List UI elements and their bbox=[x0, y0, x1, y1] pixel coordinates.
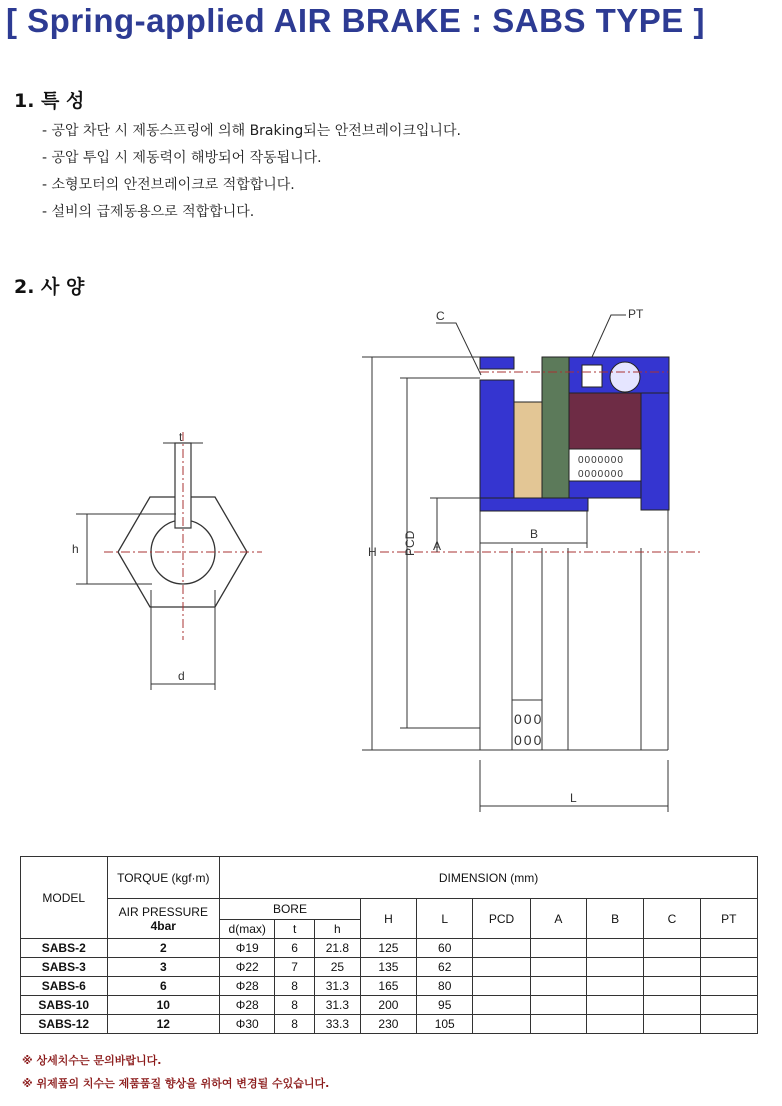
cell-t: 8 bbox=[275, 996, 315, 1015]
header-air-pressure bbox=[107, 899, 220, 939]
cell-C bbox=[644, 939, 700, 958]
cell-h: 33.3 bbox=[314, 1015, 360, 1034]
cell-L: 80 bbox=[417, 977, 473, 996]
cell-d: Φ19 bbox=[220, 939, 275, 958]
cell-H: 125 bbox=[360, 939, 416, 958]
cell-t: 7 bbox=[275, 958, 315, 977]
cell-A bbox=[530, 958, 586, 977]
header-torque: TORQUE (kgf·m) bbox=[107, 857, 220, 899]
cell-C bbox=[644, 1015, 700, 1034]
feature-item: - 공압 차단 시 제동스프링에 의해 Braking되는 안전브레이크입니다. bbox=[42, 123, 461, 139]
cell-H: 165 bbox=[360, 977, 416, 996]
cell-PCD bbox=[473, 958, 530, 977]
table-row bbox=[21, 939, 758, 958]
svg-text:0000000: 0000000 bbox=[578, 469, 624, 480]
header-bore: BORE bbox=[220, 899, 361, 920]
cell-H: 230 bbox=[360, 1015, 416, 1034]
cell-PCD bbox=[473, 1015, 530, 1034]
cell-model: SABS-12 bbox=[21, 1015, 108, 1034]
cell-h: 31.3 bbox=[314, 996, 360, 1015]
table-row bbox=[21, 958, 758, 977]
cell-h: 25 bbox=[314, 958, 360, 977]
cell-PCD bbox=[473, 939, 530, 958]
cell-t: 8 bbox=[275, 1015, 315, 1034]
dim-label-t: t bbox=[179, 430, 183, 444]
cell-h: 21.8 bbox=[314, 939, 360, 958]
cell-PT bbox=[700, 1015, 757, 1034]
cell-A bbox=[530, 977, 586, 996]
cell-L: 60 bbox=[417, 939, 473, 958]
cell-PT bbox=[700, 958, 757, 977]
cell-A bbox=[530, 1015, 586, 1034]
cell-model: SABS-10 bbox=[21, 996, 108, 1015]
dim-label-L: L bbox=[570, 791, 577, 805]
header-model: MODEL bbox=[21, 857, 108, 939]
cell-B bbox=[586, 939, 643, 958]
cell-d: Φ30 bbox=[220, 1015, 275, 1034]
cell-PCD bbox=[473, 996, 530, 1015]
air-pressure-value: 4bar bbox=[150, 918, 176, 933]
header-PT: PT bbox=[700, 899, 757, 939]
cell-A bbox=[530, 996, 586, 1015]
header-h: h bbox=[314, 920, 360, 939]
cell-B bbox=[586, 958, 643, 977]
air-pressure-label: AIR PRESSURE bbox=[118, 904, 208, 919]
dim-label-A: A bbox=[433, 539, 442, 553]
cell-B bbox=[586, 996, 643, 1015]
cell-model: SABS-3 bbox=[21, 958, 108, 977]
cell-PT bbox=[700, 996, 757, 1015]
cell-L: 105 bbox=[417, 1015, 473, 1034]
svg-text:0000000: 0000000 bbox=[578, 455, 624, 466]
cell-H: 200 bbox=[360, 996, 416, 1015]
cell-t: 6 bbox=[275, 939, 315, 958]
cell-L: 95 bbox=[417, 996, 473, 1015]
note-change: ※ 위제품의 치수는 제품품질 향상을 위하여 변경될 수있습니다. bbox=[22, 1077, 330, 1090]
dim-label-d: d bbox=[178, 669, 185, 683]
cell-C bbox=[644, 996, 700, 1015]
dim-label-C: C bbox=[436, 309, 445, 323]
cell-PCD bbox=[473, 977, 530, 996]
header-A: A bbox=[530, 899, 586, 939]
cell-d: Φ28 bbox=[220, 996, 275, 1015]
cell-d: Φ28 bbox=[220, 977, 275, 996]
header-d: d(max) bbox=[220, 920, 275, 939]
cell-t: 8 bbox=[275, 977, 315, 996]
cell-B bbox=[586, 1015, 643, 1034]
header-t: t bbox=[275, 920, 315, 939]
table-row bbox=[21, 996, 758, 1015]
features-heading: 1. 특 성 bbox=[14, 90, 85, 112]
cell-L: 62 bbox=[417, 958, 473, 977]
cell-model: SABS-6 bbox=[21, 977, 108, 996]
dim-label-H: H bbox=[368, 545, 377, 559]
dim-label-PT: PT bbox=[628, 307, 644, 321]
cell-d: Φ22 bbox=[220, 958, 275, 977]
dim-label-PCD: PCD bbox=[403, 530, 417, 556]
spec-table bbox=[20, 856, 758, 1034]
svg-text:000: 000 bbox=[514, 732, 544, 748]
header-PCD: PCD bbox=[473, 899, 530, 939]
feature-item: - 공압 투입 시 제동력이 해방되어 작동됩니다. bbox=[42, 150, 322, 166]
bore-section-view bbox=[72, 430, 262, 690]
header-C: C bbox=[644, 899, 700, 939]
cell-C bbox=[644, 977, 700, 996]
header-dimension: DIMENSION (mm) bbox=[220, 857, 758, 899]
brake-section-view bbox=[362, 307, 700, 812]
cell-torque: 2 bbox=[107, 939, 220, 958]
cell-B bbox=[586, 977, 643, 996]
cell-torque: 12 bbox=[107, 1015, 220, 1034]
cell-PT bbox=[700, 939, 757, 958]
cell-PT bbox=[700, 977, 757, 996]
cell-torque: 10 bbox=[107, 996, 220, 1015]
page-title: [ Spring-applied AIR BRAKE : SABS TYPE ] bbox=[6, 2, 705, 39]
cell-torque: 3 bbox=[107, 958, 220, 977]
table-row bbox=[21, 977, 758, 996]
note-inquiry: ※ 상세치수는 문의바랍니다. bbox=[22, 1054, 162, 1067]
cell-A bbox=[530, 939, 586, 958]
cell-model: SABS-2 bbox=[21, 939, 108, 958]
spec-heading: 2. 사 양 bbox=[14, 276, 85, 298]
table-row bbox=[21, 1015, 758, 1034]
dim-label-B: B bbox=[530, 527, 539, 541]
cell-C bbox=[644, 958, 700, 977]
technical-drawing bbox=[0, 300, 782, 845]
cell-H: 135 bbox=[360, 958, 416, 977]
header-B: B bbox=[586, 899, 643, 939]
feature-item: - 설비의 급제동용으로 적합합니다. bbox=[42, 204, 255, 220]
feature-item: - 소형모터의 안전브레이크로 적합합니다. bbox=[42, 177, 295, 193]
cell-h: 31.3 bbox=[314, 977, 360, 996]
svg-text:000: 000 bbox=[514, 711, 544, 727]
cell-torque: 6 bbox=[107, 977, 220, 996]
header-L: L bbox=[417, 899, 473, 939]
dim-label-h: h bbox=[72, 542, 79, 556]
header-H: H bbox=[360, 899, 416, 939]
